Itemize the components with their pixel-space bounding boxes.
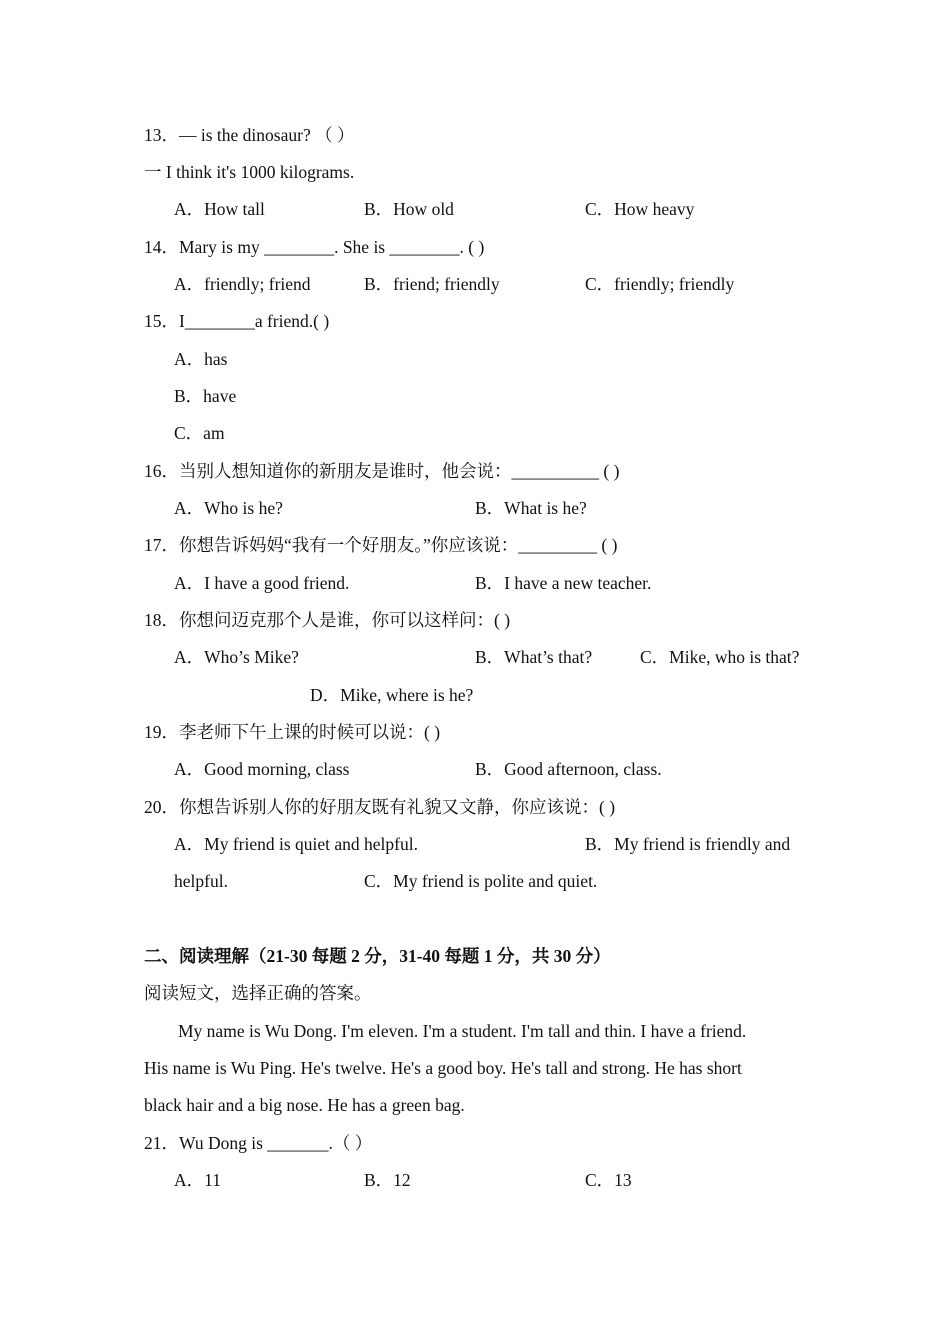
q15-option-b: B．have: [174, 386, 237, 406]
q19-stem: 19．李老师下午上课的时候可以说：( ): [144, 722, 441, 742]
q20-option-b: B．My friend is friendly and: [585, 834, 791, 854]
q19-option-a: A．Good morning, class: [174, 759, 350, 779]
q18-stem: 18．你想问迈克那个人是谁，你可以这样问：( ): [144, 610, 511, 630]
section2-heading: 二、阅读理解（21-30 每题 2 分，31-40 每题 1 分，共 30 分）: [144, 946, 611, 966]
q18-option-d: D．Mike, where is he?: [310, 685, 474, 705]
q20-option-b-continued: helpful.: [174, 871, 228, 891]
q13-option-a: A．How tall: [174, 199, 265, 219]
q13-option-c: C．How heavy: [585, 199, 695, 219]
q21-option-a: A．11: [174, 1170, 221, 1190]
q20-option-c: C．My friend is polite and quiet.: [364, 871, 598, 891]
q17-stem: 17．你想告诉妈妈“我有一个好朋友。”你应该说：_________ ( ): [144, 535, 618, 555]
passage-line-2: His name is Wu Ping. He's twelve. He's a good boy. He's tall and strong. He has short: [144, 1058, 742, 1078]
passage-line-1: My name is Wu Dong. I'm eleven. I'm a student. I'm tall and thin. I have a friend.: [178, 1021, 747, 1041]
q20-stem: 20．你想告诉别人你的好朋友既有礼貌又文静，你应该说：( ): [144, 797, 616, 817]
q16-stem: 16．当别人想知道你的新朋友是谁时，他会说：__________ ( ): [144, 461, 620, 481]
q21-option-b: B．12: [364, 1170, 411, 1190]
q13-option-b: B．How old: [364, 199, 454, 219]
q18-option-a: A．Who’s Mike?: [174, 647, 299, 667]
q18-option-c: C．Mike, who is that?: [640, 647, 800, 667]
section2-instruction: 阅读短文，选择正确的答案。: [144, 983, 372, 1003]
q20-option-a: A．My friend is quiet and helpful.: [174, 834, 418, 854]
q15-option-c: C．am: [174, 423, 225, 443]
q14-stem: 14．Mary is my ________. She is ________. ( ): [144, 237, 485, 257]
q18-option-b: B．What’s that?: [475, 647, 593, 667]
q21-stem: 21．Wu Dong is _______.（ ）: [144, 1133, 373, 1153]
q13-reply: 一 I think it's 1000 kilograms.: [144, 162, 355, 182]
q15-option-a: A．has: [174, 349, 228, 369]
q14-option-b: B．friend; friendly: [364, 274, 500, 294]
q21-option-c: C．13: [585, 1170, 632, 1190]
q17-option-b: B．I have a new teacher.: [475, 573, 652, 593]
q14-option-a: A．friendly; friend: [174, 274, 311, 294]
q13-stem: 13．— is the dinosaur? （ ）: [144, 125, 355, 145]
q19-option-b: B．Good afternoon, class.: [475, 759, 662, 779]
q16-option-a: A．Who is he?: [174, 498, 283, 518]
q15-stem: 15．I________a friend.( ): [144, 311, 330, 331]
passage-line-3: black hair and a big nose. He has a green bag.: [144, 1095, 465, 1115]
q16-option-b: B．What is he?: [475, 498, 587, 518]
q14-option-c: C．friendly; friendly: [585, 274, 735, 294]
q17-option-a: A．I have a good friend.: [174, 573, 350, 593]
